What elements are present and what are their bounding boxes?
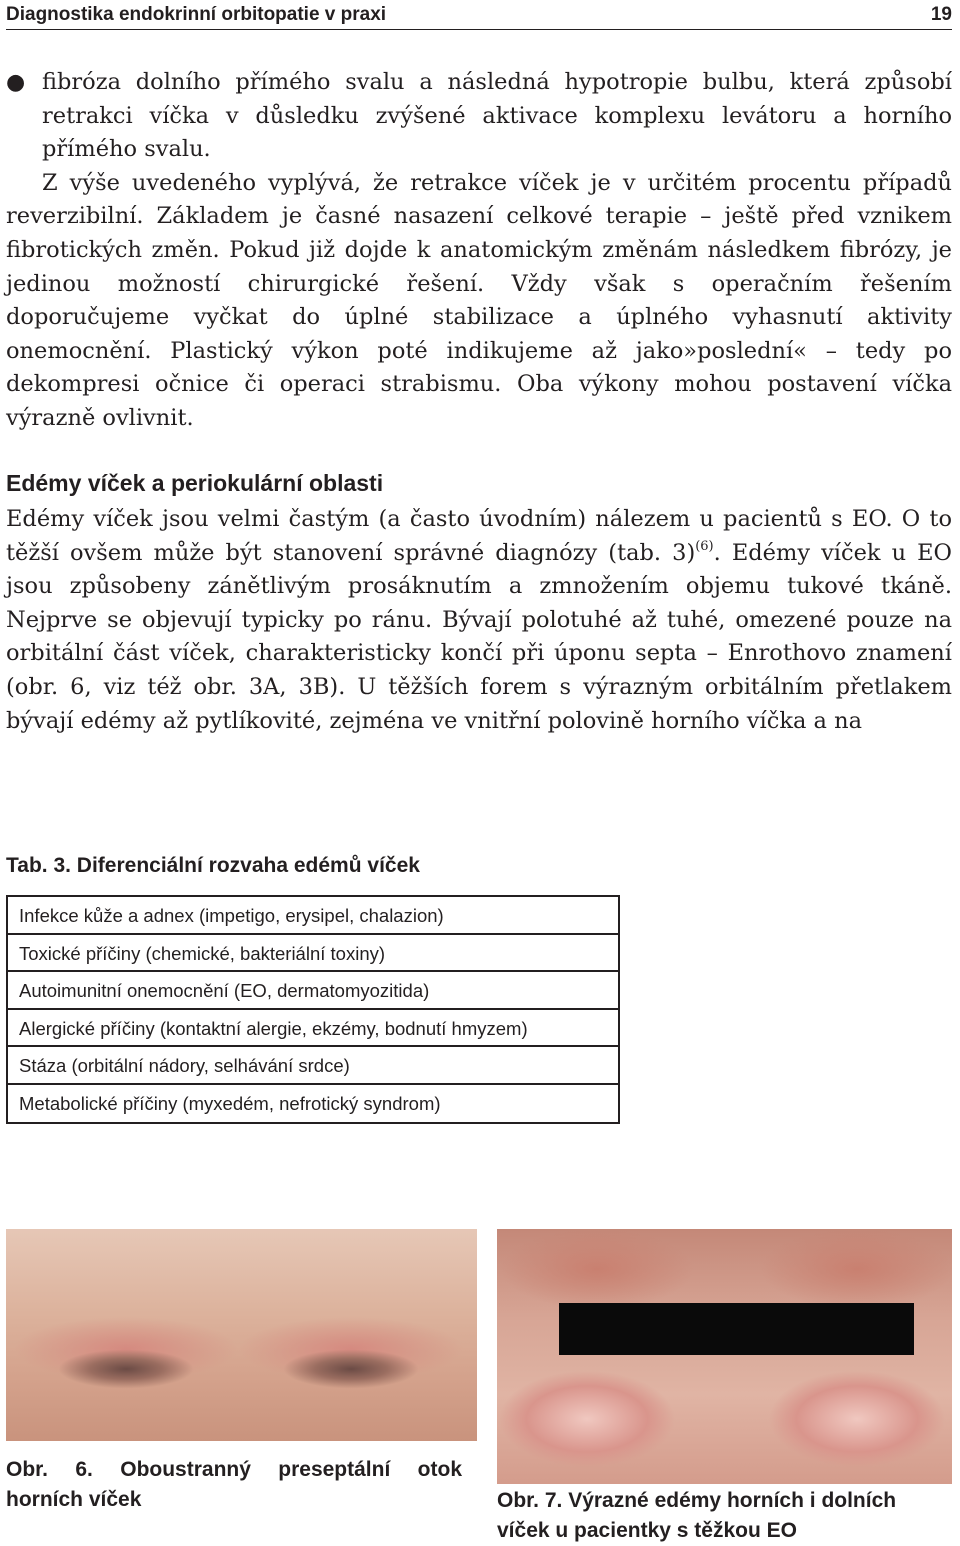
censor-bar	[559, 1303, 914, 1355]
bullet-text: fibróza dolního přímého svalu a následná hypotropie bulbu, která způsobí retrakci víčka v důsledku zvýšené aktivace komplexu levátoru a horního přímého svalu.	[42, 69, 952, 163]
table-row: Autoimunitní onemocnění (EO, dermatomyozitida)	[8, 972, 618, 1010]
bullet-icon: ●	[6, 70, 26, 95]
figure-7-photo	[497, 1229, 952, 1484]
figure-6-caption-line1: Obr. 6. Oboustranný preseptální otok	[6, 1458, 462, 1481]
table-row: Stáza (orbitální nádory, selhávání srdce)	[8, 1047, 618, 1085]
figure-6-photo	[6, 1229, 477, 1441]
figure-7-caption	[497, 1486, 952, 1546]
table-row: Metabolické příčiny (myxedém, nefrotický syndrom)	[19, 1092, 441, 1114]
figure-6-caption	[6, 1455, 462, 1515]
running-header	[6, 0, 952, 30]
section-paragraph	[6, 503, 952, 738]
section-text-part2: . Edémy víček u EO jsou způsobeny zánětlivým prosáknutím a zmnožením objemu tukové tkáně. Nejprve se objevují typicky po ránu. Bývají polotuhé až tuhé, omezené pouze na orbitální část víček, charakteristicky končí při úponu septa – Enrothovo znamení (obr. 6, viz též obr. 3A, 3B). U těžších forem s výrazným orbitálním přetlakem bývají edémy až pytlíkovité, zejména ve vnitřní polovině horního víčka a na	[6, 539, 952, 734]
running-title: Diagnostika endokrinní orbitopatie v praxi	[6, 4, 387, 25]
table-row: Toxické příčiny (chemické, bakteriální toxiny)	[8, 935, 618, 973]
table-row: Alergické příčiny (kontaktní alergie, ekzémy, bodnutí hmyzem)	[8, 1010, 618, 1048]
figure-7-caption-line1: Obr. 7. Výrazné edémy horních i dolních	[497, 1489, 897, 1512]
intro-text	[6, 66, 952, 436]
table-row: Infekce kůže a adnex (impetigo, erysipel, chalazion)	[8, 897, 618, 935]
section-heading: Edémy víček a periokulární oblasti	[6, 470, 384, 496]
page-number: 19	[930, 4, 952, 25]
figure-7-caption-line2: víček u pacientky s těžkou EO	[497, 1519, 797, 1542]
bullet-item	[6, 66, 952, 167]
intro-paragraph: Z výše uvedeného vyplývá, že retrakce víček je v určitém procentu případů reverzibilní. Základem je časné nasazení celkové terapie – ještě před vznikem fibrotických změn. Pokud již dojde k anatomickým změnám následkem fibrózy, je jedinou možností chirurgické řešení. Vždy však s operačním řešením doporučujeme vyčkat do úplné stabilizace a úplného vyhasnutí aktivity onemocnění. Plastický výkon poté indikujeme až jako»poslední« – tedy po dekompresi očnice či operaci strabismu. Oba výkony mohou postavení víčka výrazně ovlivnit.	[6, 169, 952, 431]
figure-6-caption-line2: horních víček	[6, 1488, 142, 1511]
differential-table	[6, 895, 620, 1124]
table-caption: Tab. 3. Diferenciální rozvaha edémů víček	[6, 854, 420, 877]
reference-superscript: (6)	[695, 539, 714, 555]
section-text-part1: Edémy víček jsou velmi častým (a často úvodním) nálezem u pacientů s EO. O to těžší ovšem může být stanovení správné diagnózy (tab. 3)	[6, 506, 952, 566]
